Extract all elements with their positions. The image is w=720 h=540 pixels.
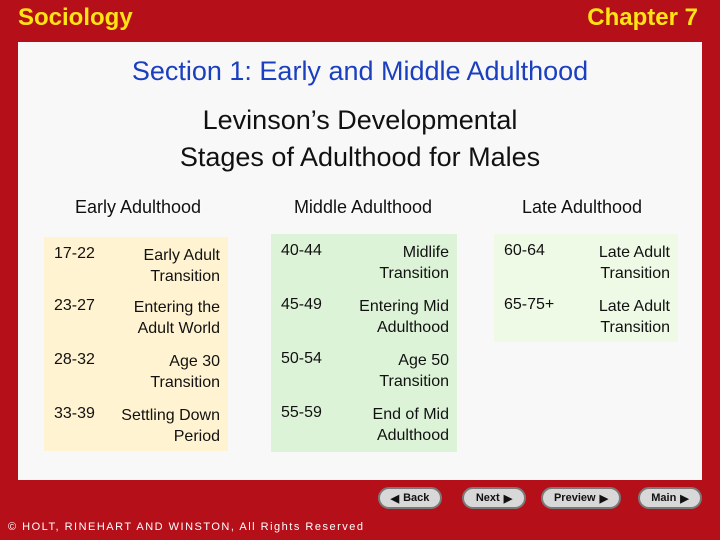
stage-label: Age 30 Transition (150, 353, 220, 391)
stage-label: Entering the Adult World (133, 299, 220, 337)
copyright-footer: © HOLT, RINEHART AND WINSTON, All Rights Reserved (8, 521, 365, 533)
stage-label: Age 50 Transition (379, 352, 449, 390)
stage-cell-late-1 (494, 234, 678, 288)
stage-cell-early-1 (44, 237, 228, 289)
stage-label: Midlife Transition (379, 244, 449, 282)
stage-age: 40-44 (281, 242, 322, 259)
stage-age: 17-22 (54, 245, 95, 262)
arrow-left-icon: ◀ (390, 492, 400, 505)
stage-cell-middle-3 (271, 342, 457, 396)
stage-age: 45-49 (281, 296, 322, 313)
main-button[interactable] (638, 487, 702, 509)
stage-label: Settling Down Period (121, 407, 220, 445)
stage-age: 60-64 (504, 242, 545, 259)
stage-label: End of Mid Adulthood (372, 406, 449, 444)
chapter-title: Chapter 7 (587, 4, 698, 31)
stage-label: Early Adult Transition (143, 247, 220, 285)
stage-label: Entering Mid Adulthood (359, 298, 449, 336)
arrow-right-icon: ▶ (680, 492, 689, 505)
arrow-right-icon: ▶ (503, 492, 513, 505)
next-button-label: Next (475, 492, 500, 504)
stage-age: 23-27 (54, 297, 95, 314)
late-adulthood-heading: Late Adulthood (521, 197, 643, 217)
preview-button[interactable] (541, 487, 621, 509)
preview-button-label: Preview (553, 492, 596, 504)
stage-age: 55-59 (281, 404, 322, 421)
section-title: Section 1: Early and Middle Adulthood (131, 56, 589, 86)
slide-title (0, 102, 720, 176)
stage-label: Late Adult Transition (598, 298, 670, 336)
stage-cell-late-2 (494, 288, 678, 342)
stage-cell-early-2 (44, 289, 228, 343)
stage-cell-middle-2 (271, 288, 457, 342)
stage-label: Late Adult Transition (598, 244, 670, 282)
next-button[interactable] (462, 487, 526, 509)
stage-age: 33-39 (54, 405, 95, 422)
stage-cell-early-4 (44, 397, 228, 451)
stage-age: 28-32 (54, 351, 95, 368)
back-button-label: Back (403, 492, 430, 504)
arrow-right-icon: ▶ (599, 492, 609, 505)
stage-cell-middle-4 (271, 396, 457, 452)
slide-title-line1: Levinson’s Developmental (202, 105, 518, 135)
back-button[interactable] (378, 487, 442, 509)
stage-cell-middle-1 (271, 234, 457, 288)
subject-title: Sociology (18, 4, 133, 31)
early-adulthood-heading: Early Adulthood (74, 197, 202, 217)
stage-age: 65-75+ (504, 296, 555, 313)
middle-adulthood-heading: Middle Adulthood (293, 197, 433, 217)
main-button-label: Main (651, 492, 677, 504)
stage-cell-early-3 (44, 343, 228, 397)
stage-age: 50-54 (281, 350, 322, 367)
slide-title-line2: Stages of Adulthood for Males (179, 142, 541, 172)
